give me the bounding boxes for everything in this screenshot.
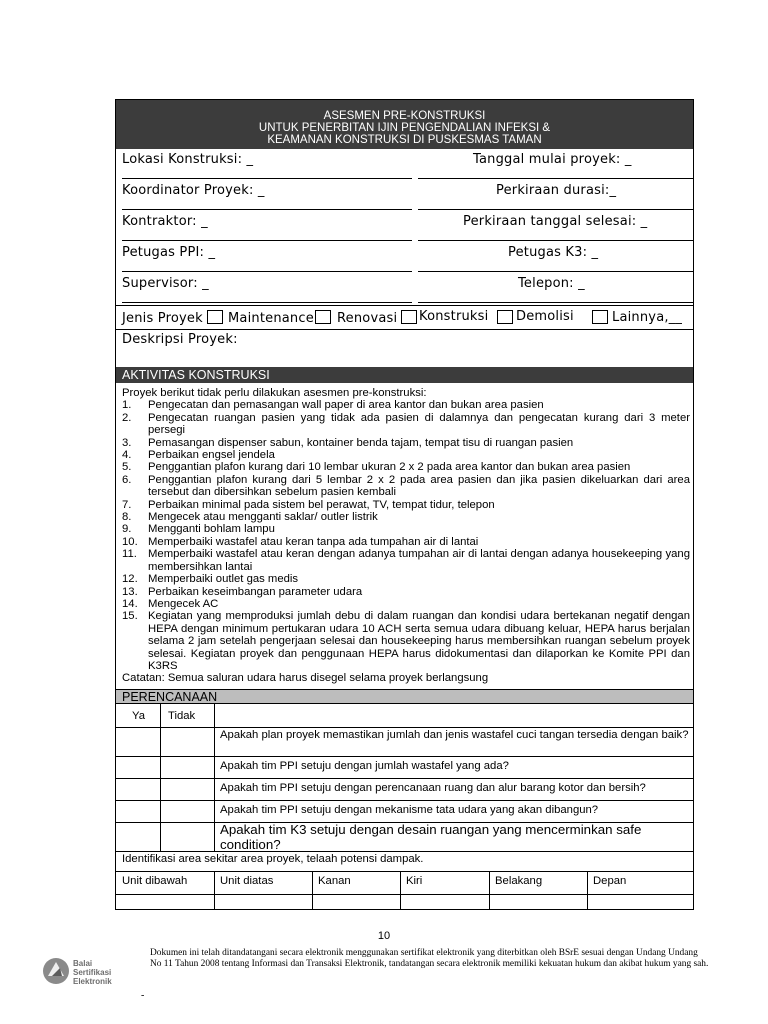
lainnya-checkbox[interactable] xyxy=(592,310,608,324)
aktivitas-item-text: Kegiatan yang memproduksi jumlah debu di dalam ruangan dan kondisi udara bertekanan negatif dengan HEPA dengan minimum pertukaran udara 10 ACH serta semua udara dibuang keluar, HEPA harus berjalan selama 2 jam setelah pengerjaan selesai dan housekeeping harus membersihkan ruangan sebelum proyek selesai. Kegiatan proyek dan penggunaan HEPA harus didokumentasi dan dilaporkan ke Komite PPI dan K3RS xyxy=(148,610,690,672)
telepon-underline xyxy=(418,302,694,303)
aktivitas-item-text: Mengganti bohlam lampu xyxy=(148,523,275,536)
renovasi-label: Renovasi xyxy=(337,311,398,326)
aktivitas-item-number: 10. xyxy=(122,535,138,548)
aktivitas-item-text: Mengecek atau mengganti saklar/ outler listrik xyxy=(148,511,378,524)
aktivitas-item-number: 8. xyxy=(122,511,132,524)
aktivitas-item xyxy=(122,536,690,548)
petugas-k3-field[interactable]: Petugas K3: _ xyxy=(508,245,599,260)
bsre-logo-icon xyxy=(40,954,140,990)
aktivitas-item-number: 2. xyxy=(122,411,132,424)
aktivitas-item-text: Memperbaiki outlet gas medis xyxy=(148,573,299,586)
jenis-label: Jenis Proyek xyxy=(122,311,203,326)
kontraktor-field[interactable]: Kontraktor: _ xyxy=(122,214,208,229)
aktivitas-item-text: Mengecek AC xyxy=(148,597,219,610)
jenis-bottom-border xyxy=(116,329,693,330)
aktivitas-item-number: 11. xyxy=(122,548,137,561)
aktivitas-item-text: Pemasangan dispenser sabun, kontainer benda tajam, tempat tisu di ruangan pasien xyxy=(148,436,574,449)
deskripsi-field[interactable]: Deskripsi Proyek: xyxy=(122,332,238,347)
lokasi-underline xyxy=(122,178,412,179)
aktivitas-item xyxy=(122,461,690,473)
ident-div-2 xyxy=(312,871,313,909)
col-kanan: Kanan xyxy=(318,875,351,887)
aktivitas-item xyxy=(122,586,690,598)
col-ya-header: Ya xyxy=(132,710,145,722)
durasi-field[interactable]: Perkiraan durasi:_ xyxy=(496,183,617,198)
petugas-k3-underline xyxy=(418,271,694,272)
aktivitas-item xyxy=(122,548,690,573)
aktivitas-item-text: Perbaikan keseimbangan parameter udara xyxy=(148,585,363,598)
row-line-2 xyxy=(116,756,693,757)
aktivitas-catatan: Catatan: Semua saluran udara harus disegel selama proyek berlangsung xyxy=(122,672,489,685)
header-line-1: ASESMEN PRE-KONSTRUKSI xyxy=(323,110,486,122)
aktivitas-item-number: 4. xyxy=(122,449,132,462)
bsre-logo xyxy=(40,954,140,990)
aktivitas-item xyxy=(122,598,690,610)
question-1: Apakah plan proyek memastikan jumlah dan jenis wastafel cuci tangan tersedia dengan baik? xyxy=(220,729,689,741)
logo-text-3: Elektronik xyxy=(73,977,112,986)
col-unit-dibawah: Unit dibawah xyxy=(122,875,188,887)
logo-text-1: Balai xyxy=(73,959,93,968)
ident-div-5 xyxy=(587,871,588,909)
col-divider-1 xyxy=(160,704,161,851)
demolisi-checkbox[interactable] xyxy=(497,310,513,324)
aktivitas-item-text: Perbaikan minimal pada sistem bel perawat, TV, tempat tidur, telepon xyxy=(148,498,495,511)
footer-dash: - xyxy=(141,990,145,1001)
aktivitas-item-number: 14. xyxy=(122,597,138,610)
aktivitas-item-text: Penggantian plafon kurang dari 10 lembar ukuran 2 x 2 pada area kantor dan bukan area pasien xyxy=(148,461,631,474)
aktivitas-item xyxy=(122,449,690,461)
aktivitas-item-number: 5. xyxy=(122,461,132,474)
renovasi-checkbox[interactable] xyxy=(315,310,331,324)
demolisi-label: Demolisi xyxy=(516,309,574,324)
jenis-top-border xyxy=(116,305,693,306)
tanggal-mulai-field[interactable]: Tanggal mulai proyek: _ xyxy=(473,152,632,167)
question-3: Apakah tim PPI setuju dengan perencanaan ruang dan alur barang kotor dan bersih? xyxy=(220,782,646,794)
ident-div-4 xyxy=(489,871,490,909)
aktivitas-item-number: 3. xyxy=(122,436,132,449)
aktivitas-item xyxy=(122,523,690,535)
row-line-1 xyxy=(116,727,693,728)
aktivitas-list xyxy=(122,387,690,685)
header-line-3: KEAMANAN KONSTRUKSI DI PUSKESMAS TAMAN xyxy=(267,134,542,146)
esign-disclaimer: Dokumen ini telah ditandatangani secara elektronik menggunakan sertifikat elektronik yang diterbitkan oleh BSrE sesuai dengan Undang Undang No 11 Tahun 2008 tentang Informasi dan Transaksi Elektronik, tandatangan secara elektronik memiliki kekuatan hukum dan akibat hukum yang sah. xyxy=(150,948,709,969)
col-tidak-header: Tidak xyxy=(168,710,196,722)
supervisor-underline xyxy=(122,302,412,303)
aktivitas-item xyxy=(122,437,690,449)
supervisor-field[interactable]: Supervisor: _ xyxy=(122,276,209,291)
aktivitas-intro: Proyek berikut tidak perlu dilakukan asesmen pre-konstruksi: xyxy=(122,387,427,399)
question-2: Apakah tim PPI setuju dengan jumlah wastafel yang ada? xyxy=(220,760,509,772)
col-divider-2 xyxy=(214,704,215,851)
konstruksi-label: Konstruksi xyxy=(419,309,489,324)
row-line-4 xyxy=(116,800,693,801)
aktivitas-item xyxy=(122,499,690,511)
aktivitas-item-text: Perbaikan engsel jendela xyxy=(148,449,275,462)
aktivitas-item-number: 9. xyxy=(122,523,132,536)
durasi-underline xyxy=(418,209,694,210)
col-depan: Depan xyxy=(593,875,627,887)
maintenance-label: Maintenance xyxy=(228,311,314,326)
ident-div-1 xyxy=(214,871,215,909)
identifikasi-label: Identifikasi area sekitar area proyek, telaah potensi dampak. xyxy=(122,853,424,865)
aktivitas-item-number: 12. xyxy=(122,573,138,586)
header-line-2: UNTUK PENERBITAN IJIN PENGENDALIAN INFEKSI & xyxy=(258,122,551,134)
aktivitas-item xyxy=(122,474,690,499)
koordinator-field[interactable]: Koordinator Proyek: _ xyxy=(122,183,265,198)
tanggal-mulai-underline xyxy=(418,178,694,179)
ident-line-2 xyxy=(116,894,693,895)
col-kiri: Kiri xyxy=(406,875,423,887)
maintenance-checkbox[interactable] xyxy=(207,310,223,324)
aktivitas-item-text: Penggantian plafon kurang dari 5 lembar 2 x 2 pada area pasien dan jika pasien dikeluarkan dari area tersebut dan dibersihkan sebelum pasien kembali xyxy=(148,473,690,499)
aktivitas-item-number: 15. xyxy=(122,610,138,623)
perencanaan-title: PERENCANAAN xyxy=(116,689,693,704)
ident-line-1 xyxy=(116,871,693,872)
logo-text-2: Sertifikasi xyxy=(73,968,112,977)
aktivitas-item-text: Memperbaiki wastafel atau keran dengan adanya tumpahan air di lantai dengan adanya housekeeping yang membersihkan lantai xyxy=(148,548,690,573)
aktivitas-items xyxy=(122,399,690,672)
aktivitas-item xyxy=(122,511,690,523)
question-5: Apakah tim K3 setuju dengan desain ruangan yang mencerminkan safe condition? xyxy=(220,822,642,852)
petugas-ppi-field[interactable]: Petugas PPI: _ xyxy=(122,245,216,260)
lainnya-label: Lainnya,__ xyxy=(612,310,683,325)
aktivitas-item-text: Memperbaiki wastafel atau keran tanpa ada tumpahan air di lantai xyxy=(148,535,479,548)
kontraktor-underline xyxy=(122,240,412,241)
telepon-field[interactable]: Telepon: _ xyxy=(518,276,585,291)
aktivitas-item-number: 13. xyxy=(122,585,138,598)
ident-div-3 xyxy=(400,871,401,909)
petugas-ppi-underline xyxy=(122,271,412,272)
aktivitas-item xyxy=(122,399,690,411)
col-belakang: Belakang xyxy=(495,875,543,887)
form-header xyxy=(116,100,693,149)
konstruksi-checkbox[interactable] xyxy=(401,310,417,324)
aktivitas-title: AKTIVITAS KONSTRUKSI xyxy=(116,367,693,383)
assessment-form xyxy=(115,99,694,910)
aktivitas-item xyxy=(122,610,690,672)
aktivitas-item-text: Pengecatan dan pemasangan wall paper di area kantor dan bukan area pasien xyxy=(148,399,544,412)
tanggal-selesai-underline xyxy=(418,240,694,241)
aktivitas-item-number: 6. xyxy=(122,473,132,486)
lokasi-field[interactable]: Lokasi Konstruksi: _ xyxy=(122,152,254,167)
aktivitas-item-text: Pengecatan ruangan pasien yang tidak ada pasien di dalamnya dan pengecatan kurang dari 3 meter persegi xyxy=(148,411,690,437)
question-4: Apakah tim PPI setuju dengan mekanisme tata udara yang akan dibangun? xyxy=(220,804,599,816)
aktivitas-item xyxy=(122,573,690,585)
aktivitas-item-number: 7. xyxy=(122,498,132,511)
row-line-3 xyxy=(116,778,693,779)
aktivitas-item-number: 1. xyxy=(122,399,132,412)
page-number: 10 xyxy=(377,930,391,942)
col-unit-diatas: Unit diatas xyxy=(220,875,274,887)
koordinator-underline xyxy=(122,209,412,210)
tanggal-selesai-field[interactable]: Perkiraan tanggal selesai: _ xyxy=(463,214,648,229)
aktivitas-item xyxy=(122,412,690,437)
